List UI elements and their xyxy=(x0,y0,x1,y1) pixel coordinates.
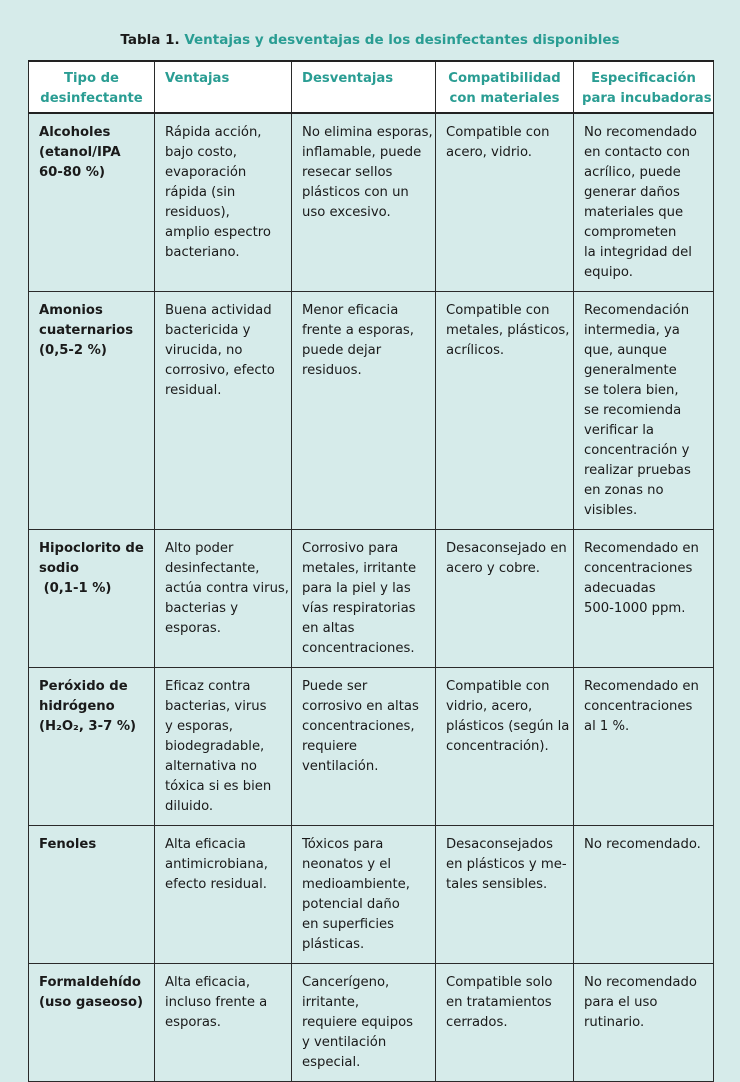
cell-desventajas xyxy=(292,826,436,964)
cell-line: bajo costo, xyxy=(165,145,237,160)
cell-desventajas xyxy=(292,113,436,292)
cell-line: desinfectante, xyxy=(165,561,260,576)
cell-line: vidrio, acero, xyxy=(446,699,533,714)
cell-line: esporas. xyxy=(165,621,221,636)
cell-line: plásticos con un xyxy=(302,185,409,200)
cell-line: Recomendado en xyxy=(584,541,699,556)
header-compatibilidad xyxy=(436,61,574,113)
cell-line: Puede ser xyxy=(302,679,368,694)
header-line: para incubadoras xyxy=(582,91,712,106)
cell-tipo xyxy=(29,826,155,964)
cell-line: Alta eficacia, xyxy=(165,975,251,990)
table-body xyxy=(29,113,714,1082)
cell-line: metales, plásticos, xyxy=(446,323,570,338)
cell-line: Menor eficacia xyxy=(302,303,399,318)
cell-line: residuos. xyxy=(302,363,362,378)
cell-line: en zonas no xyxy=(584,483,664,498)
header-line: desinfectante xyxy=(40,91,143,106)
cell-line: Desaconsejados xyxy=(446,837,553,852)
cell-tipo xyxy=(29,530,155,668)
cell-line: tales sensibles. xyxy=(446,877,548,892)
cell-line: adecuadas xyxy=(584,581,656,596)
header-line: Especificación xyxy=(591,71,696,86)
cell-line: corrosivo, efecto xyxy=(165,363,275,378)
cell-desventajas xyxy=(292,964,436,1082)
cell-line: Desaconsejado en xyxy=(446,541,567,556)
cell-line: residual. xyxy=(165,383,222,398)
cell-line: acrílico, puede xyxy=(584,165,681,180)
table-row xyxy=(29,530,714,668)
table-row xyxy=(29,964,714,1082)
cell-line: concentraciones xyxy=(584,561,693,576)
cell-line: medioambiente, xyxy=(302,877,410,892)
cell-line: plásticos (según la xyxy=(446,719,570,734)
cell-line: realizar pruebas xyxy=(584,463,691,478)
cell-line: en tratamientos xyxy=(446,995,552,1010)
caption-number: Tabla 1. xyxy=(120,32,180,48)
cell-especificacion xyxy=(574,964,714,1082)
cell-especificacion xyxy=(574,530,714,668)
cell-line: Compatible con xyxy=(446,303,550,318)
cell-line: Alcoholes xyxy=(39,125,111,140)
cell-line: No recomendado. xyxy=(584,837,701,852)
cell-especificacion xyxy=(574,826,714,964)
cell-line: Buena actividad xyxy=(165,303,272,318)
cell-line: intermedia, ya xyxy=(584,323,680,338)
cell-line: Compatible solo xyxy=(446,975,553,990)
cell-line: rutinario. xyxy=(584,1015,645,1030)
cell-line: acero y cobre. xyxy=(446,561,540,576)
cell-line: en altas xyxy=(302,621,355,636)
cell-line: Alta eficacia xyxy=(165,837,246,852)
cell-line: (H₂O₂, 3-7 %) xyxy=(39,719,137,734)
cell-line: antimicrobiana, xyxy=(165,857,268,872)
header-row xyxy=(29,61,714,113)
cell-line: bacterias y xyxy=(165,601,239,616)
cell-line: acrílicos. xyxy=(446,343,505,358)
cell-line: hidrógeno xyxy=(39,699,115,714)
cell-line: 60-80 %) xyxy=(39,165,106,180)
cell-line: esporas. xyxy=(165,1015,221,1030)
cell-line: concentración). xyxy=(446,739,549,754)
cell-line: concentraciones, xyxy=(302,719,415,734)
cell-line: irritante, xyxy=(302,995,360,1010)
cell-line: potencial daño xyxy=(302,897,400,912)
cell-line: Alto poder xyxy=(165,541,234,556)
header-ventajas xyxy=(155,61,292,113)
header-line: Desventajas xyxy=(302,71,394,86)
cell-line: bacterias, virus xyxy=(165,699,267,714)
cell-line: acero, vidrio. xyxy=(446,145,532,160)
cell-line: (uso gaseoso) xyxy=(39,995,144,1010)
cell-line: (0,5-2 %) xyxy=(39,343,107,358)
cell-ventajas xyxy=(155,113,292,292)
cell-line: equipo. xyxy=(584,265,633,280)
cell-ventajas xyxy=(155,530,292,668)
cell-line: que, aunque xyxy=(584,343,667,358)
cell-line: generar daños xyxy=(584,185,680,200)
cell-line: se recomienda xyxy=(584,403,682,418)
cell-line: concentraciones. xyxy=(302,641,415,656)
cell-line: corrosivo en altas xyxy=(302,699,419,714)
header-especificacion xyxy=(574,61,714,113)
cell-especificacion xyxy=(574,113,714,292)
cell-desventajas xyxy=(292,530,436,668)
cell-line: incluso frente a xyxy=(165,995,268,1010)
header-line: Compatibilidad xyxy=(448,71,561,86)
cell-tipo xyxy=(29,964,155,1082)
cell-line: en superficies xyxy=(302,917,395,932)
cell-ventajas xyxy=(155,668,292,826)
header-line: Tipo de xyxy=(64,71,119,86)
cell-line: residuos), xyxy=(165,205,230,220)
cell-line: neonatos y el xyxy=(302,857,392,872)
cell-line: Recomendado en xyxy=(584,679,699,694)
table-caption xyxy=(0,32,740,48)
cell-line: (etanol/IPA xyxy=(39,145,121,160)
cell-line: concentraciones xyxy=(584,699,693,714)
cell-line: Amonios xyxy=(39,303,103,318)
cell-line: materiales que xyxy=(584,205,684,220)
cell-compatibilidad xyxy=(436,964,574,1082)
cell-line: (0,1-1 %) xyxy=(39,581,112,596)
header-tipo xyxy=(29,61,155,113)
cell-line: metales, irritante xyxy=(302,561,417,576)
cell-especificacion xyxy=(574,668,714,826)
cell-desventajas xyxy=(292,292,436,530)
cell-line: Hipoclorito de xyxy=(39,541,144,556)
cell-compatibilidad xyxy=(436,292,574,530)
cell-ventajas xyxy=(155,826,292,964)
cell-ventajas xyxy=(155,964,292,1082)
cell-line: especial. xyxy=(302,1055,361,1070)
cell-line: requiere equipos xyxy=(302,1015,414,1030)
cell-line: ventilación. xyxy=(302,759,379,774)
cell-especificacion xyxy=(574,292,714,530)
cell-line: requiere xyxy=(302,739,357,754)
cell-compatibilidad xyxy=(436,530,574,668)
cell-line: 500-1000 ppm. xyxy=(584,601,686,616)
cell-line: resecar sellos xyxy=(302,165,393,180)
cell-tipo xyxy=(29,113,155,292)
cell-line: en contacto con xyxy=(584,145,690,160)
cell-line: alternativa no xyxy=(165,759,257,774)
cell-line: inflamable, puede xyxy=(302,145,422,160)
cell-line: No recomendado xyxy=(584,125,697,140)
cell-line: en plásticos y me- xyxy=(446,857,567,872)
cell-line: rápida (sin xyxy=(165,185,236,200)
cell-line: cuaternarios xyxy=(39,323,134,338)
cell-line: Tóxicos para xyxy=(302,837,384,852)
cell-line: se tolera bien, xyxy=(584,383,679,398)
cell-tipo xyxy=(29,668,155,826)
cell-line: No recomendado xyxy=(584,975,697,990)
header-line: con materiales xyxy=(449,91,560,106)
cell-line: uso excesivo. xyxy=(302,205,391,220)
cell-line: y esporas, xyxy=(165,719,233,734)
cell-line: Compatible con xyxy=(446,679,550,694)
cell-line: Eficaz contra xyxy=(165,679,251,694)
disinfectants-table xyxy=(28,60,714,1082)
cell-line: Rápida acción, xyxy=(165,125,262,140)
cell-line: para la piel y las xyxy=(302,581,411,596)
cell-line: Corrosivo para xyxy=(302,541,399,556)
cell-line: visibles. xyxy=(584,503,638,518)
cell-line: Recomendación xyxy=(584,303,690,318)
cell-line: bacteriano. xyxy=(165,245,240,260)
cell-line: plásticas. xyxy=(302,937,365,952)
cell-line: Compatible con xyxy=(446,125,550,140)
caption-title: Ventajas y desventajas de los desinfectantes disponibles xyxy=(184,32,620,48)
cell-line: para el uso xyxy=(584,995,658,1010)
table-row xyxy=(29,826,714,964)
cell-line: Formaldehído xyxy=(39,975,141,990)
cell-line: verificar la xyxy=(584,423,655,438)
cell-line: efecto residual. xyxy=(165,877,267,892)
cell-line: amplio espectro xyxy=(165,225,271,240)
cell-line: frente a esporas, xyxy=(302,323,414,338)
cell-line: vías respiratorias xyxy=(302,601,416,616)
cell-line: Peróxido de xyxy=(39,679,128,694)
cell-line: tóxica si es bien xyxy=(165,779,272,794)
cell-line: diluido. xyxy=(165,799,214,814)
cell-compatibilidad xyxy=(436,826,574,964)
cell-line: bactericida y xyxy=(165,323,251,338)
cell-line: comprometen xyxy=(584,225,677,240)
cell-line: Cancerígeno, xyxy=(302,975,390,990)
cell-line: puede dejar xyxy=(302,343,382,358)
table-row xyxy=(29,668,714,826)
cell-line: cerrados. xyxy=(446,1015,508,1030)
cell-ventajas xyxy=(155,292,292,530)
header-line: Ventajas xyxy=(165,71,230,86)
cell-compatibilidad xyxy=(436,668,574,826)
cell-line: la integridad del xyxy=(584,245,692,260)
cell-line: y ventilación xyxy=(302,1035,387,1050)
header-desventajas xyxy=(292,61,436,113)
cell-compatibilidad xyxy=(436,113,574,292)
cell-line: Fenoles xyxy=(39,837,97,852)
cell-line: No elimina esporas, xyxy=(302,125,433,140)
cell-line: sodio xyxy=(39,561,79,576)
cell-line: concentración y xyxy=(584,443,690,458)
table-row xyxy=(29,292,714,530)
cell-tipo xyxy=(29,292,155,530)
cell-line: generalmente xyxy=(584,363,677,378)
cell-desventajas xyxy=(292,668,436,826)
cell-line: al 1 %. xyxy=(584,719,630,734)
cell-line: evaporación xyxy=(165,165,247,180)
table-row xyxy=(29,113,714,292)
cell-line: biodegradable, xyxy=(165,739,265,754)
cell-line: virucida, no xyxy=(165,343,243,358)
cell-line: actúa contra virus, xyxy=(165,581,289,596)
